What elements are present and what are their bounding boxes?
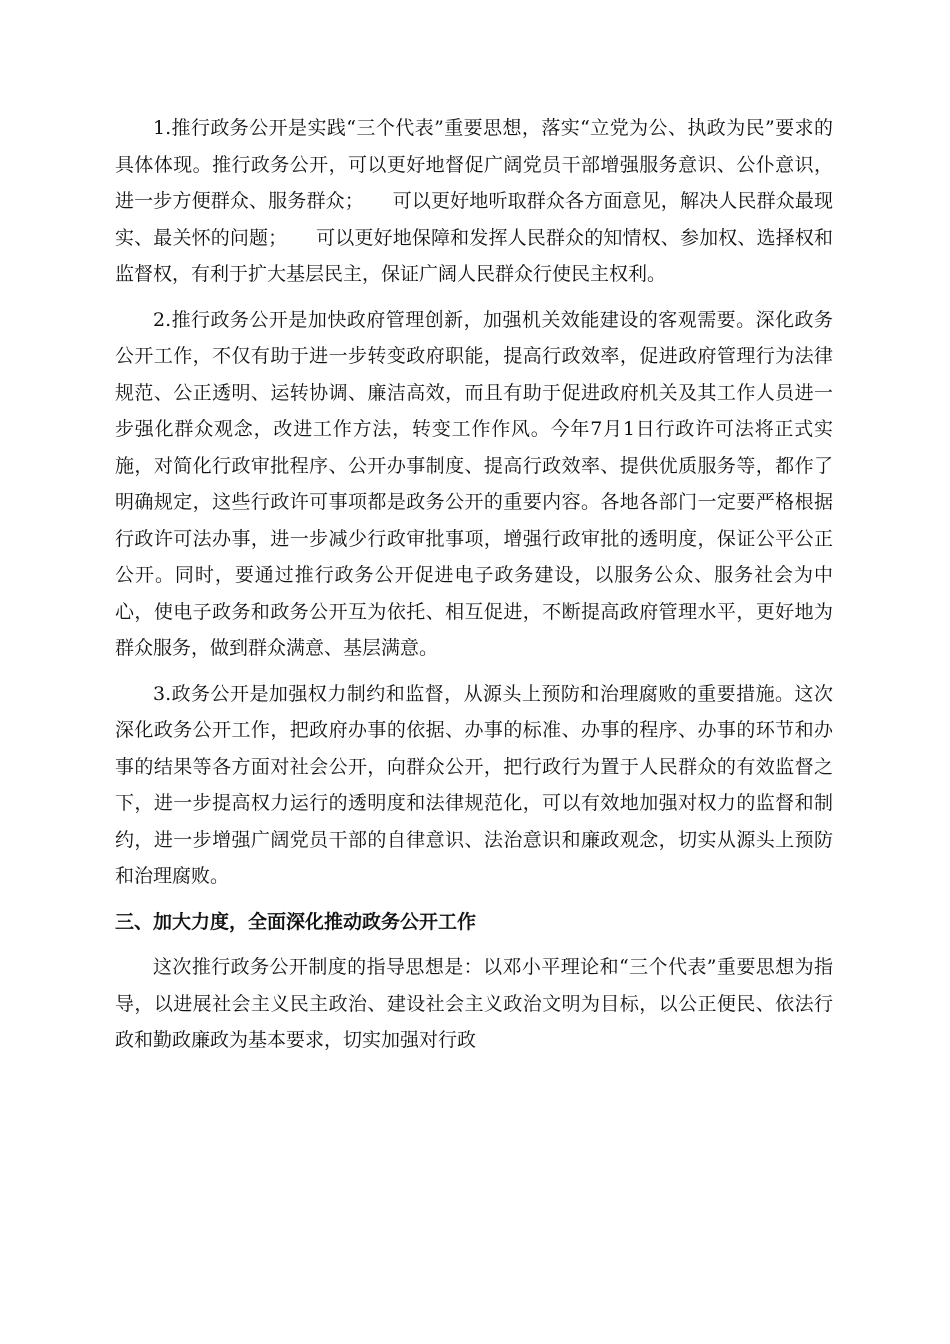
document-body	[115, 110, 833, 1068]
paragraph-3: 3.政务公开是加强权力制约和监督，从源头上预防和治理腐败的重要措施。这次深化政务公开工作，把政府办事的依据、办事的标准、办事的程序、办事的环节和办事的结果等各方面对社会公开，向群众公开，把行政行为置于人民群众的有效监督之下，进一步提高权力运行的透明度和法律规范化，可以有效地加强对权力的监督和制约，进一步增强广阔党员干部的自律意识、法治意识和廉政观念，切实从源头上预防和治理腐败。	[115, 682, 833, 887]
paragraph-2: 2.推行政务公开是加快政府管理创新，加强机关效能建设的客观需要。深化政务公开工作，不仅有助于进一步转变政府职能，提高行政效率，促进政府管理行为法律规范、公正透明、运转协调、廉洁高效，而且有助于促进政府机关及其工作人员进一步强化群众观念，改进工作方法，转变工作作风。今年7月1日行政许可法将正式实施，对简化行政审批程序、公开办事制度、提高行政效率、提供优质服务等，都作了明确规定，这些行政许可事项都是政务公开的重要内容。各地各部门一定要严格根据行政许可法办事，进一步减少行政审批事项，增强行政审批的透明度，保证公平公正公开。同时，要通过推行政务公开促进电子政务建设，以服务公众、服务社会为中心，使电子政务和政务公开互为依托、相互促进，不断提高政府管理水平，更好地为群众服务，做到群众满意、基层满意。	[115, 308, 833, 659]
section-heading: 三、加大力度，全面深化推动政务公开工作	[115, 910, 477, 933]
paragraph-closing: 这次推行政务公开制度的指导思想是：以邓小平理论和“三个代表”重要思想为指导，以进展社会主义民主政治、建设社会主义政治文明为目标，以公正便民、依法行政和勤政廉政为基本要求，切实加强对行政	[115, 956, 833, 1051]
paragraph-1: 1.推行政务公开是实践“三个代表”重要思想，落实“立党为公、执政为民”要求的具体体现。推行政务公开，可以更好地督促广阔党员干部增强服务意识、公仆意识，进一步方便群众、服务群众； 可以更好地听取群众各方面意见，解决人民群众最现实、最关怀的问题； 可以更好地保障和发挥人民群众的知情权、参加权、选择权和监督权，有利于扩大基层民主，保证广阔人民群众行使民主权利。	[115, 117, 833, 285]
